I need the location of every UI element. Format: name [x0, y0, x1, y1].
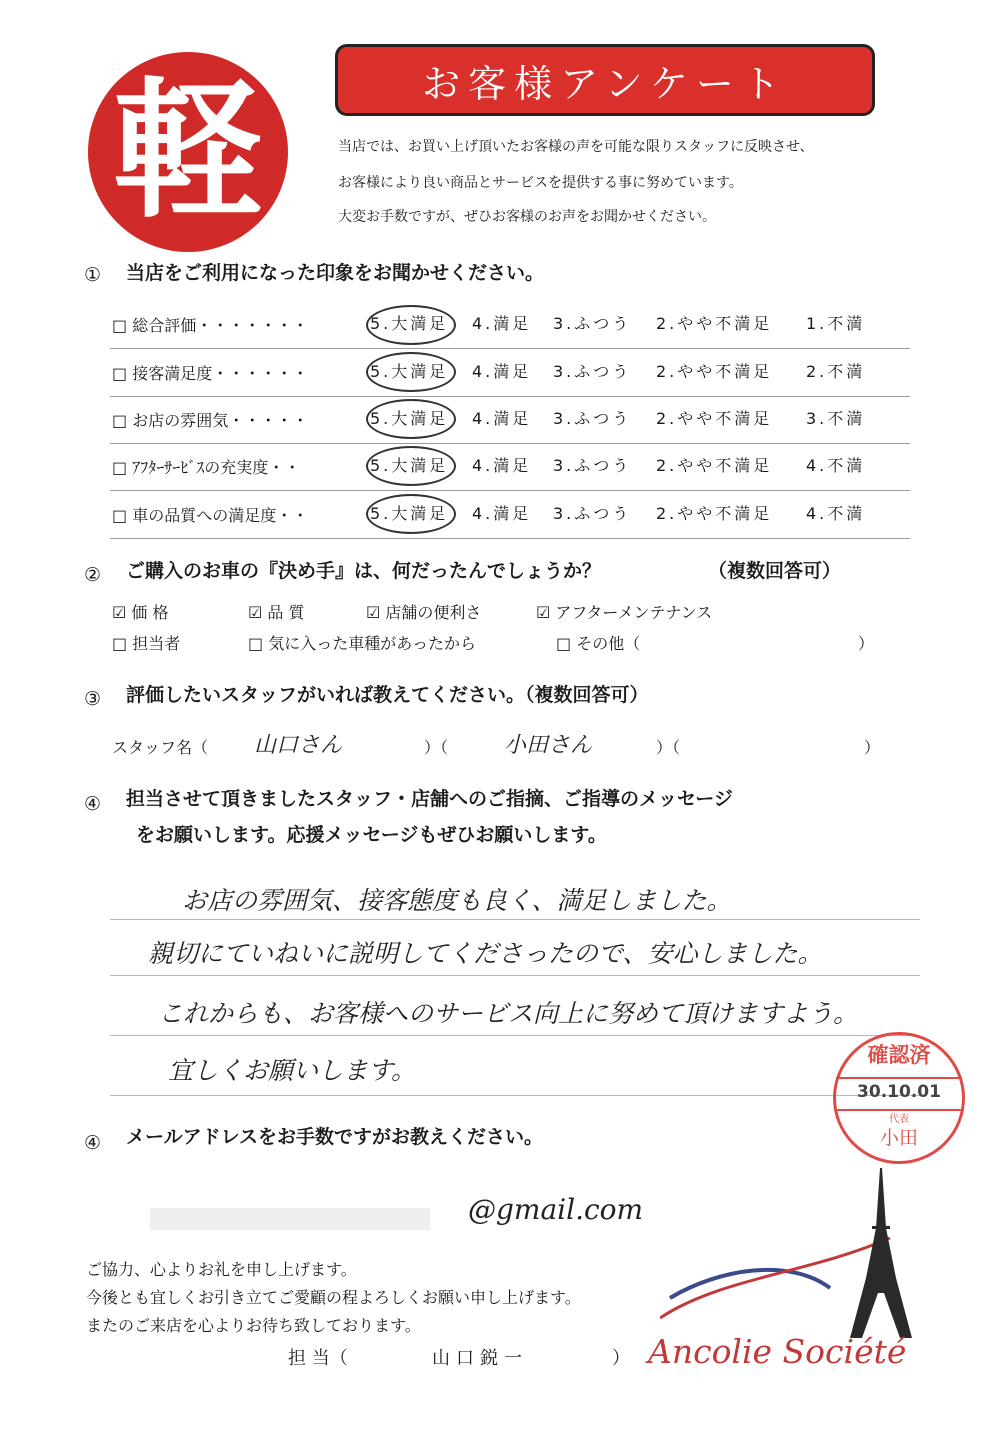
selection-circle [366, 494, 456, 534]
row-divider [110, 490, 910, 491]
row-divider [110, 348, 910, 349]
question-5-title: メールアドレスをお手数ですがお教えください。 [126, 1126, 544, 1148]
intro-line: お客様により良い商品とサービスを提供する事に努めています。 [338, 175, 743, 191]
staff-close-paren: ） [612, 1348, 630, 1369]
redacted-email-local-part [150, 1208, 430, 1230]
rating-option-2[interactable]: 2.やや不満足 [656, 504, 773, 523]
staff-label: 担 当（ [288, 1348, 348, 1369]
question-1-number: ① [84, 264, 102, 286]
rating-option-3[interactable]: 3.ふつう [553, 456, 632, 475]
staff-separator: ）（ [424, 738, 449, 757]
selection-circle [366, 399, 456, 439]
question-2-number: ② [84, 564, 102, 586]
question-5-number: ④ [84, 1132, 102, 1154]
rating-row-label: □ 接客満足度・・・・・・ [112, 364, 309, 383]
rating-row-label: □ お店の雰囲気・・・・・ [112, 411, 309, 430]
rating-row-label: □ 総合評価・・・・・・・ [112, 316, 309, 335]
message-rule [110, 1035, 920, 1036]
selection-circle [366, 352, 456, 392]
row-divider [110, 538, 910, 539]
tower-deck [868, 1276, 894, 1280]
checkbox-store-convenience[interactable]: ☑ 店舗の便利さ [366, 603, 482, 622]
rating-option-2[interactable]: 2.やや不満足 [656, 456, 773, 475]
intro-line: 当店では、お買い上げ頂いたお客様の声を可能な限りスタッフに反映させ、 [338, 139, 814, 155]
rating-option-4[interactable]: 4.満足 [472, 456, 532, 475]
rating-option-3[interactable]: 3.ふつう [553, 362, 632, 381]
rating-option-2[interactable]: 2.やや不満足 [656, 409, 773, 428]
rating-option-1[interactable]: 1.不満 [806, 314, 866, 333]
footer-line: 今後とも宜しくお引き立てご愛顧の程よろしくお願い申し上げます。 [86, 1288, 581, 1307]
rating-option-5[interactable]: 5.大満足 [370, 409, 449, 428]
rating-option-1[interactable]: 3.不満 [806, 409, 866, 428]
rating-option-1[interactable]: 2.不満 [806, 362, 866, 381]
intro-line: 大変お手数ですが、ぜひお客様のお声をお聞かせください。 [338, 209, 716, 225]
stamp-rule [836, 1109, 962, 1111]
rating-option-1[interactable]: 4.不満 [806, 456, 866, 475]
confirmation-stamp [833, 1032, 965, 1164]
rating-option-5[interactable]: 5.大満足 [370, 362, 449, 381]
rating-option-5[interactable]: 5.大満足 [370, 314, 449, 333]
row-divider [110, 396, 910, 397]
staff-name-label: スタッフ名（ [112, 738, 209, 757]
staff-close-paren: ） [864, 738, 881, 757]
checkbox-staff[interactable]: □ 担当者 [112, 634, 181, 653]
rating-option-4[interactable]: 4.満足 [472, 504, 532, 523]
rating-option-5[interactable]: 5.大満足 [370, 504, 449, 523]
checkbox-after-maintenance[interactable]: ☑ アフターメンテナンス [536, 603, 713, 622]
question-4-number: ④ [84, 793, 102, 815]
rating-option-4[interactable]: 4.満足 [472, 409, 532, 428]
message-rule [110, 1095, 920, 1096]
rating-option-4[interactable]: 4.満足 [472, 314, 532, 333]
stamp-date: 30.10.01 [857, 1082, 941, 1102]
checkbox-quality[interactable]: ☑ 品 質 [248, 603, 305, 622]
brand-logo-text: Ancolie Société [648, 1332, 907, 1371]
staff-name-2[interactable]: 小田さん [504, 733, 593, 758]
checkbox-other[interactable]: □ その他（ [556, 634, 641, 653]
rating-option-4[interactable]: 4.満足 [472, 362, 532, 381]
question-4-title: 担当させて頂きましたスタッフ・店舗へのご指摘、ご指導のメッセージ [126, 788, 733, 810]
other-close-paren: ） [858, 634, 875, 653]
message-line[interactable]: これからも、お客様へのサービス向上に努めて頂けますよう。 [158, 999, 859, 1028]
rating-option-3[interactable]: 3.ふつう [553, 314, 632, 333]
logo-swoosh-blue [670, 1270, 830, 1298]
question-3-number: ③ [84, 688, 102, 710]
rating-row-label: □ ｱﾌﾀｰｻｰﾋﾞｽの充実度・・ [112, 458, 301, 477]
row-divider [110, 443, 910, 444]
staff-in-charge-name: 山口鋭一 [432, 1348, 528, 1369]
footer-line: ご協力、心よりお礼を申し上げます。 [86, 1260, 357, 1279]
message-line[interactable]: お店の雰囲気、接客態度も良く、満足しました。 [182, 886, 732, 915]
stamp-confirmed: 確認済 [867, 1043, 931, 1067]
rating-row-label: □ 車の品質への満足度・・ [112, 506, 309, 525]
checkbox-price[interactable]: ☑ 価 格 [112, 603, 169, 622]
tower-silhouette [850, 1168, 912, 1338]
selection-circle [366, 446, 456, 486]
message-line[interactable]: 親切にていねいに説明してくださったので、安心しました。 [148, 939, 823, 968]
rating-option-1[interactable]: 4.不満 [806, 504, 866, 523]
rating-option-3[interactable]: 3.ふつう [553, 504, 632, 523]
rating-option-3[interactable]: 3.ふつう [553, 409, 632, 428]
tower-deck [872, 1226, 890, 1229]
rating-option-2[interactable]: 2.やや不満足 [656, 314, 773, 333]
survey-title-banner: お客様アンケート [335, 44, 875, 116]
rating-option-5[interactable]: 5.大満足 [370, 456, 449, 475]
stamp-rule [836, 1077, 962, 1079]
email-domain[interactable]: @gmail.com [468, 1193, 644, 1226]
question-3-title: 評価したいスタッフがいれば教えてください。（複数回答可） [126, 684, 649, 706]
stamp-title: 代表 [889, 1114, 909, 1125]
rating-option-2[interactable]: 2.やや不満足 [656, 362, 773, 381]
message-rule [110, 919, 920, 920]
footer-line: またのご来店を心よりお待ち致しております。 [86, 1316, 421, 1335]
question-1-title: 当店をご利用になった印象をお聞かせください。 [126, 262, 545, 284]
staff-name-1[interactable]: 山口さん [254, 733, 343, 758]
eiffel-tower-logo [660, 1168, 960, 1348]
stamp-name: 小田 [879, 1127, 918, 1149]
logo-swoosh-red [660, 1238, 890, 1318]
logo-character: 軽 [112, 65, 263, 239]
checkbox-favorite-model[interactable]: □ 気に入った車種があったから [248, 634, 477, 653]
staff-separator: ）（ [656, 738, 681, 757]
question-4-title-cont: をお願いします。応援メッセージもぜひお願いします。 [136, 824, 607, 846]
question-2-title: ご購入のお車の『決め手』は、何だったんでしょうか？ [126, 560, 602, 582]
message-line[interactable]: 宜しくお願いします。 [168, 1056, 417, 1085]
question-2-note: （複数回答可） [708, 560, 842, 582]
selection-circle [366, 305, 456, 345]
message-rule [110, 975, 920, 976]
